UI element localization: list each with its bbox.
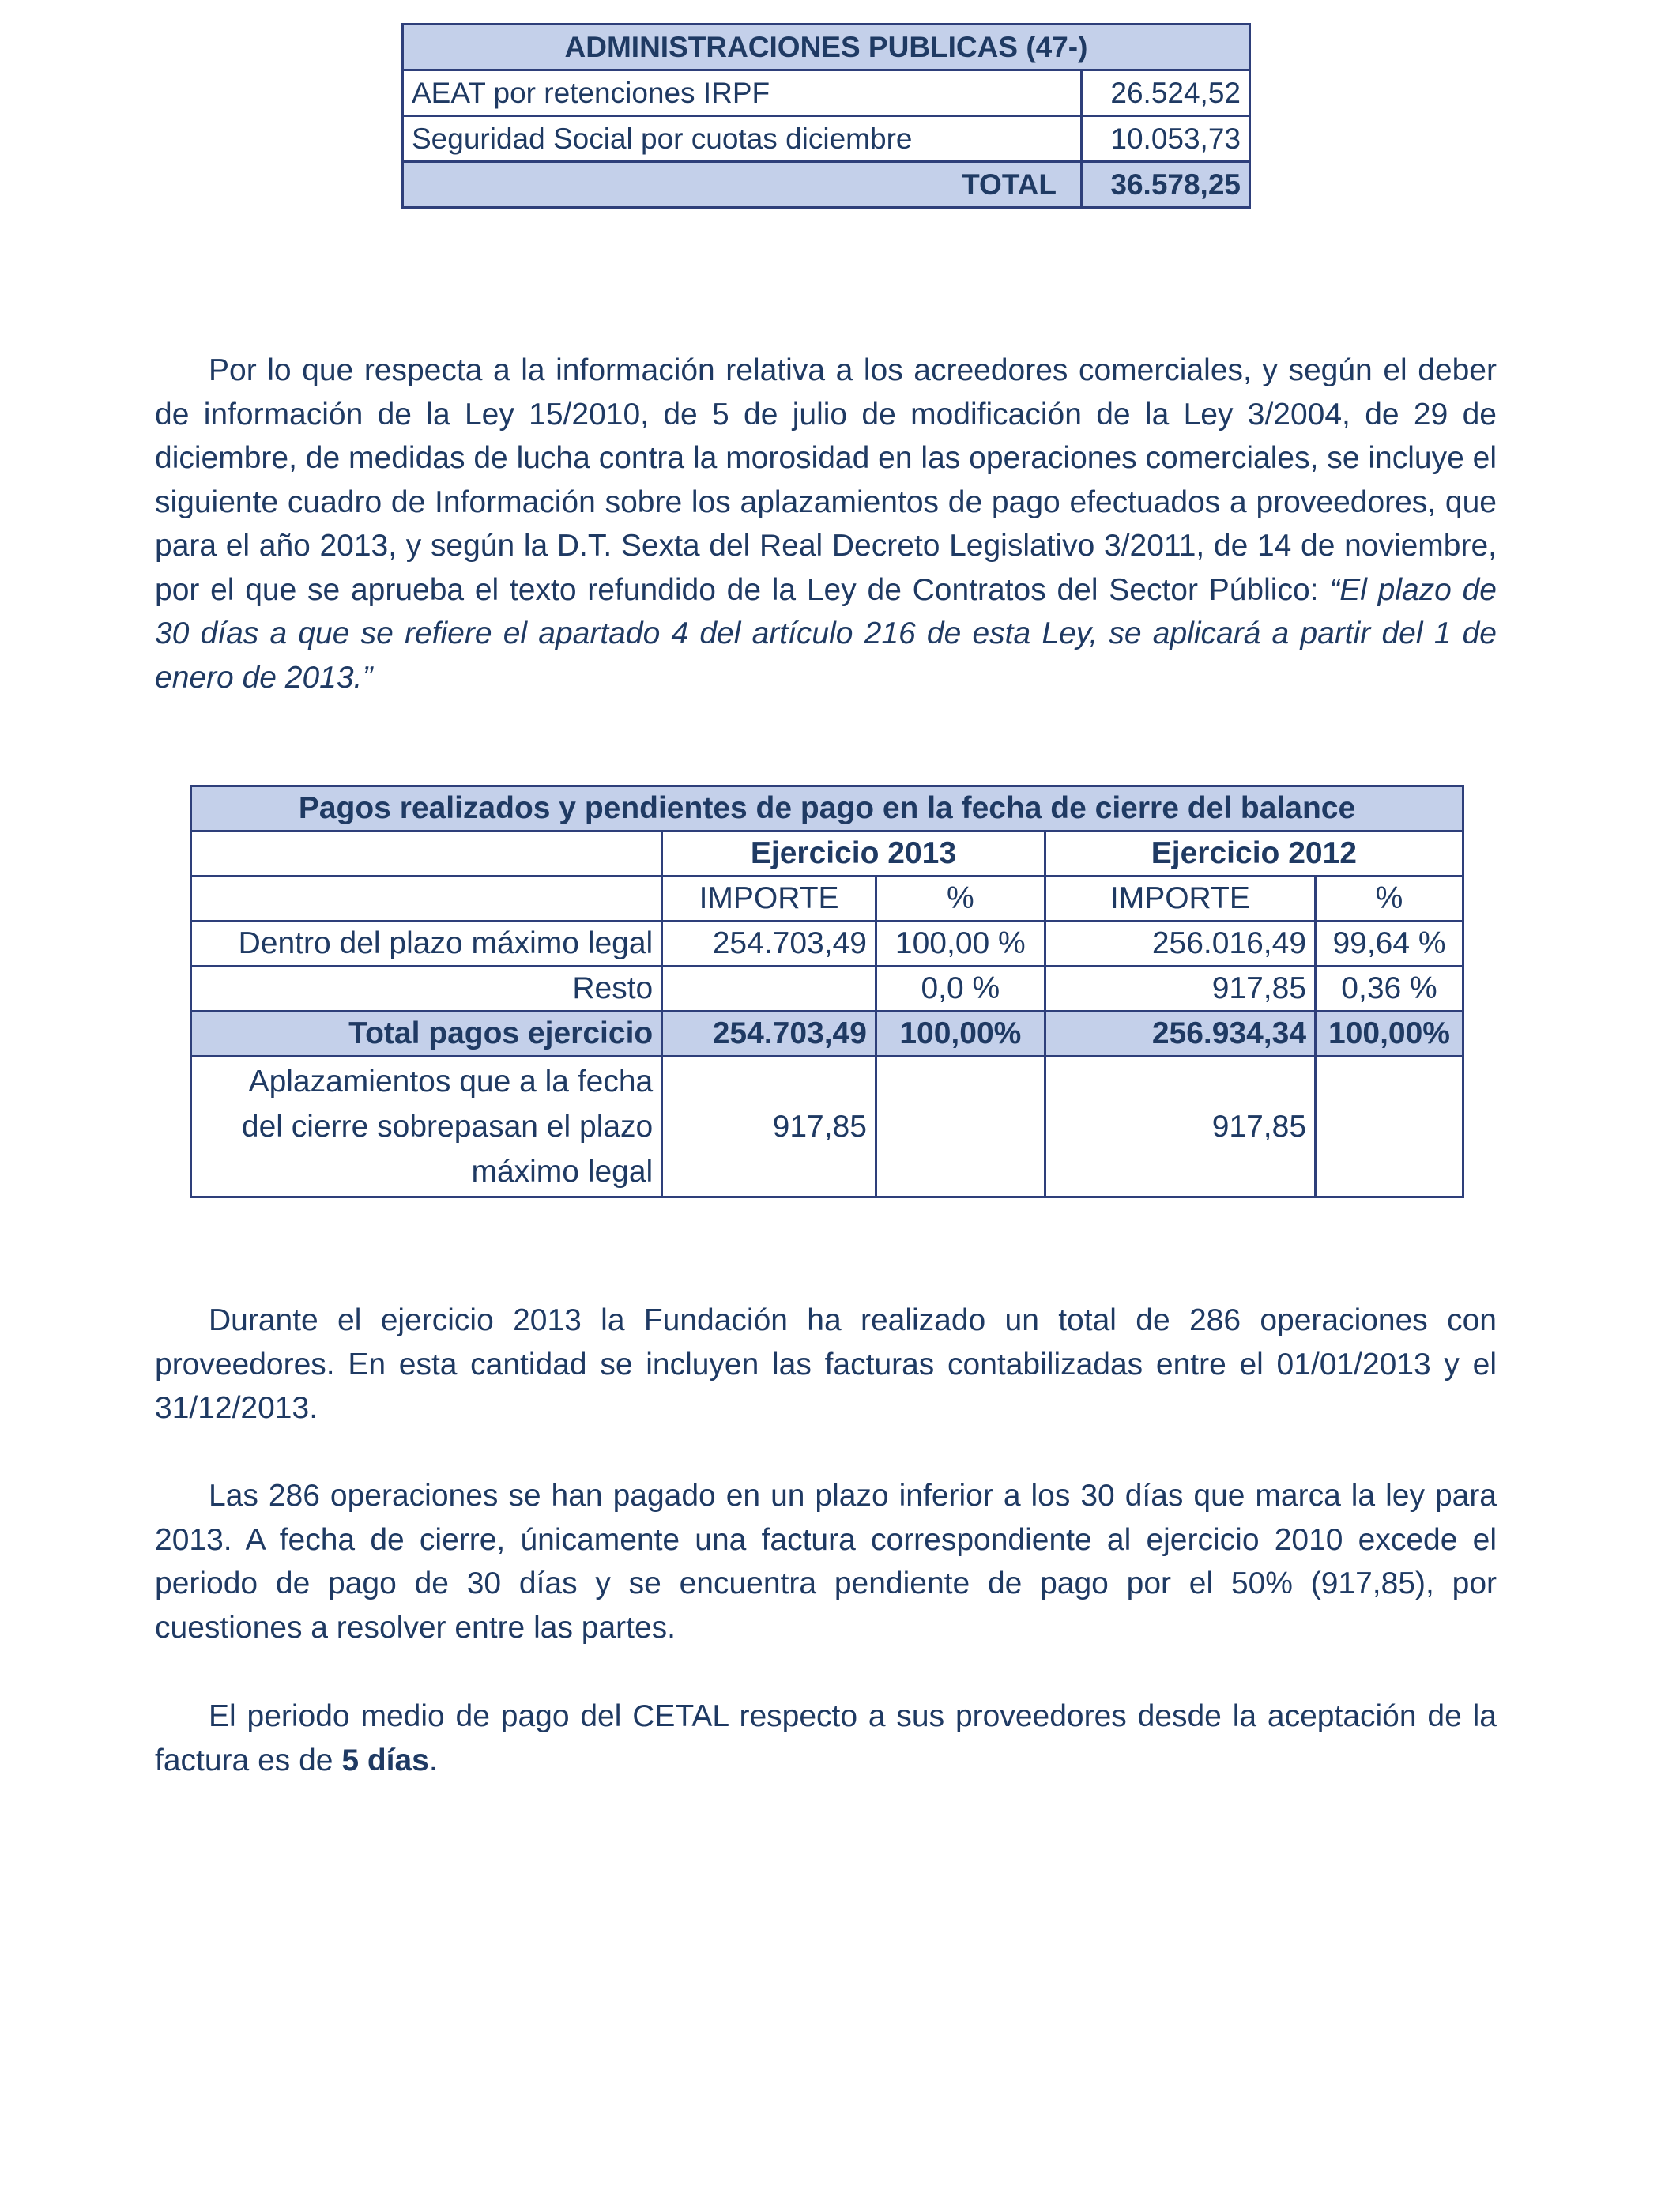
periodo-medio-value: 5 días [341, 1743, 429, 1777]
paragraph-plazo [155, 1474, 1497, 1649]
empty-cell [191, 831, 662, 876]
aplazamientos-label [191, 1057, 662, 1197]
table-row [403, 116, 1250, 162]
paragraph-text: El periodo medio de pago del CETAL respecto a sus proveedores desde la aceptación de la factura es de [155, 1699, 1497, 1777]
total-importe-2012: 256.934,34 [1045, 1012, 1315, 1057]
aplazamientos-row [191, 1057, 1463, 1197]
paragraph-periodo-medio [155, 1695, 1497, 1782]
table-row [403, 70, 1250, 116]
admin-total-value: 36.578,25 [1082, 162, 1250, 208]
total-label: Total pagos ejercicio [191, 1012, 662, 1057]
pct-2012: 99,64 % [1316, 922, 1463, 967]
col-header-pct: % [1316, 876, 1463, 922]
admin-row-value: 10.053,73 [1082, 116, 1250, 162]
admin-row-label: AEAT por retenciones IRPF [403, 70, 1082, 116]
administraciones-publicas-table [401, 23, 1251, 209]
empty-cell [876, 1057, 1045, 1197]
aplazamientos-label-line: del cierre sobrepasan el plazo [241, 1110, 654, 1144]
year-header-2013: Ejercicio 2013 [662, 831, 1045, 876]
row-label: Dentro del plazo máximo legal [191, 922, 662, 967]
paragraph-quote: “El plazo de 30 días a que se refiere el apartado 4 del artículo 216 de esta Ley, se aplicará a partir del 1 de enero de 2013.” [155, 572, 1497, 695]
pct-2012: 0,36 % [1316, 967, 1463, 1012]
admin-row-label: Seguridad Social por cuotas diciembre [403, 116, 1082, 162]
importe-2012: 256.016,49 [1045, 922, 1315, 967]
empty-cell [1316, 1057, 1463, 1197]
aplazamientos-label-line: máximo legal [471, 1155, 654, 1189]
total-importe-2013: 254.703,49 [662, 1012, 876, 1057]
row-label: Resto [191, 967, 662, 1012]
total-row [191, 1012, 1463, 1057]
pagos-table-title: Pagos realizados y pendientes de pago en la fecha de cierre del balance [191, 786, 1463, 831]
admin-table-header: ADMINISTRACIONES PUBLICAS (47-) [403, 25, 1250, 70]
aplazamientos-label-line: Aplazamientos que a la fecha [248, 1065, 654, 1099]
importe-2013: 254.703,49 [662, 922, 876, 967]
table-row [191, 922, 1463, 967]
paragraph-text: Las 286 operaciones se han pagado en un plazo inferior a los 30 días que marca la ley para 2013. A fecha de cierre, únicamente una factura correspondiente al ejercicio 2010 excede el periodo de pago de 30 días y se encuentra pendiente de pago por el 50% (917,85), por cuestiones a resolver entre las partes. [155, 1479, 1497, 1645]
paragraph-acreedores [155, 349, 1497, 699]
paragraph-text: Durante el ejercicio 2013 la Fundación ha realizado un total de 286 operaciones con proveedores. En esta cantidad se incluyen las facturas contabilizadas entre el 01/01/2013 y el 31/12/2013. [155, 1303, 1497, 1425]
admin-total-row [403, 162, 1250, 208]
year-header-2012: Ejercicio 2012 [1045, 831, 1463, 876]
admin-row-value: 26.524,52 [1082, 70, 1250, 116]
importe-2012: 917,85 [1045, 967, 1315, 1012]
aplazamientos-importe-2012: 917,85 [1045, 1057, 1315, 1197]
importe-2013 [662, 967, 876, 1012]
col-header-importe: IMPORTE [1045, 876, 1315, 922]
col-header-importe: IMPORTE [662, 876, 876, 922]
paragraph-operaciones [155, 1299, 1497, 1431]
pct-2013: 100,00 % [876, 922, 1045, 967]
aplazamientos-importe-2013: 917,85 [662, 1057, 876, 1197]
paragraph-end: . [428, 1743, 438, 1777]
paragraph-text: Por lo que respecta a la información relativa a los acreedores comerciales, y según el deber de información de la Ley 15/2010, de 5 de julio de modificación de la Ley 3/2004, de 29 de diciembre, de medidas de lucha contra la morosidad en las operaciones comerciales, se incluye el siguiente cuadro de Información sobre los aplazamientos de pago efectuados a proveedores, que para el año 2013, y según la D.T. Sexta del Real Decreto Legislativo 3/2011, de 14 de noviembre, por el que se aprueba el texto refundido de la Ley de Contratos del Sector Público: [155, 353, 1497, 607]
total-pct-2012: 100,00% [1316, 1012, 1463, 1057]
pagos-realizados-table [190, 785, 1464, 1198]
pct-2013: 0,0 % [876, 967, 1045, 1012]
col-header-pct: % [876, 876, 1045, 922]
total-pct-2013: 100,00% [876, 1012, 1045, 1057]
empty-cell [191, 876, 662, 922]
table-row [191, 967, 1463, 1012]
admin-total-label: TOTAL [403, 162, 1082, 208]
